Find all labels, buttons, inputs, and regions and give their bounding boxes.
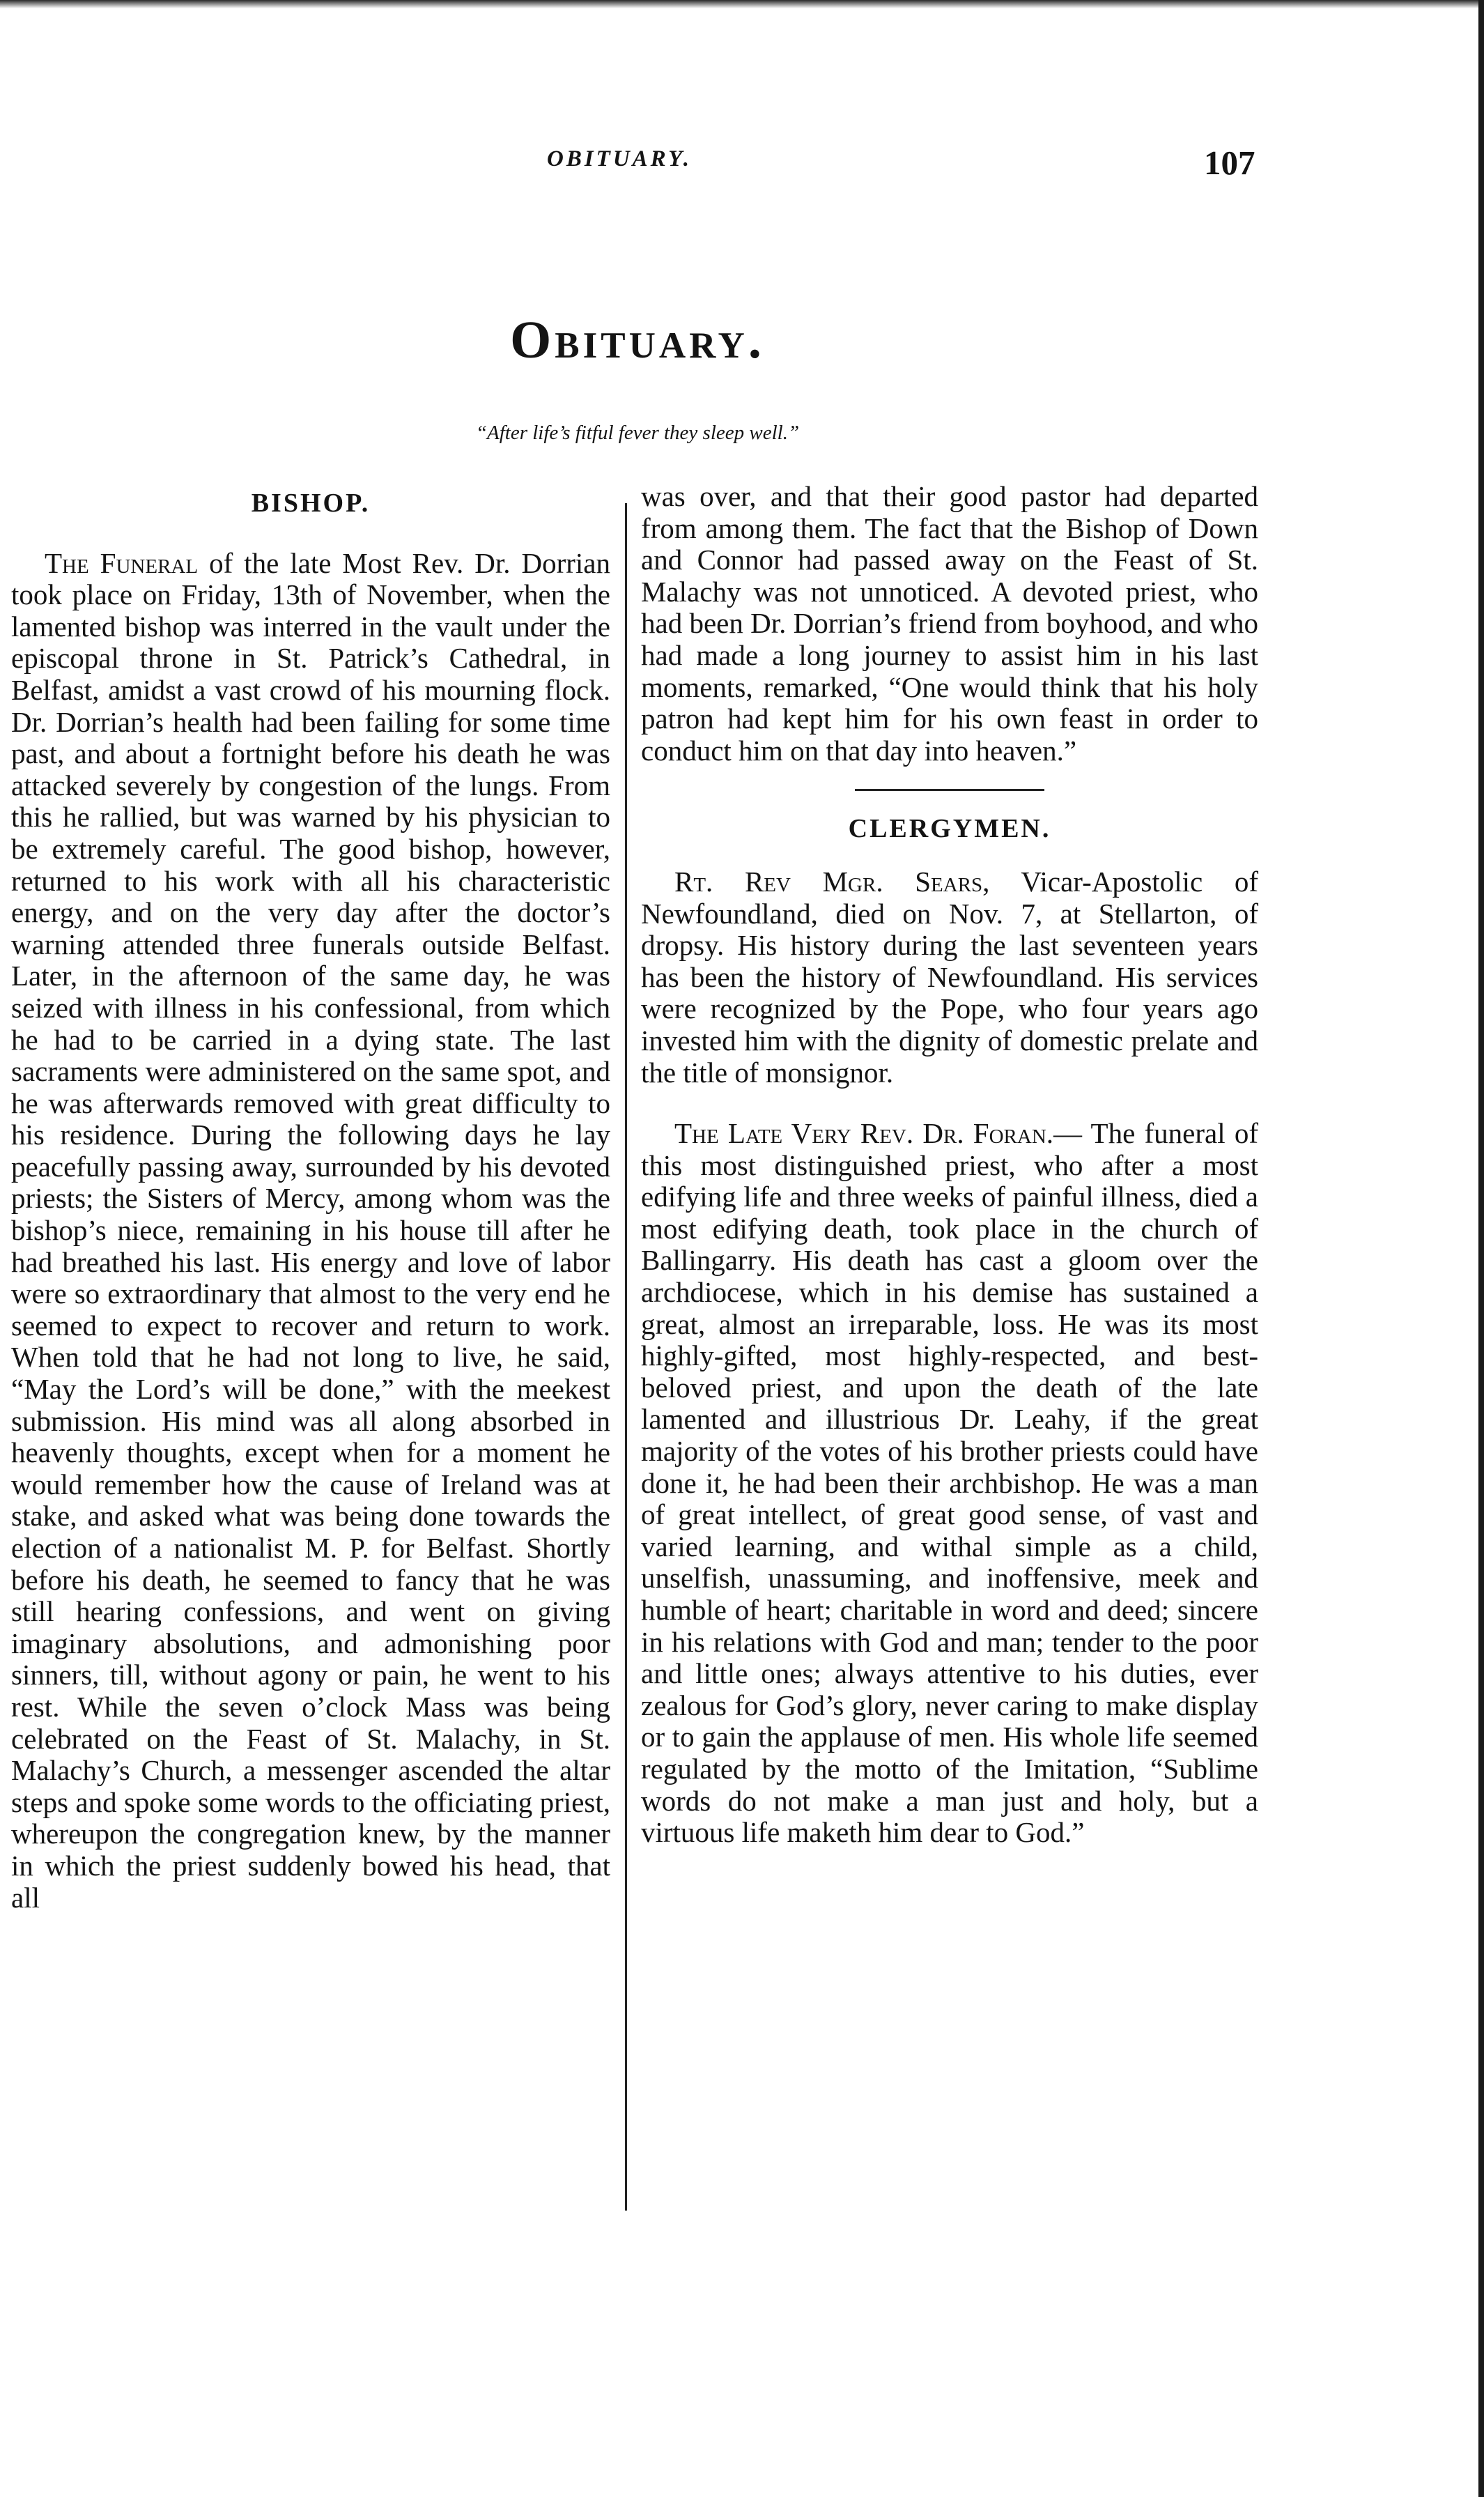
right-column (641, 481, 1258, 1849)
sears-paragraph (641, 866, 1258, 1089)
sears-body: Vicar-Apostolic of Newfoundland, died on Nov. 7, at Stellarton, of dropsy. His history during the last seventeen years has been the history of Newfoundland. His services were recognized by the Pope, who four years ago invested him with the dignity of domestic prelate and the title of monsignor. (641, 865, 1258, 1089)
clergymen-heading: CLERGYMEN. (848, 814, 1051, 844)
foran-body: The funeral of this most distinguished priest, who after a most edifying life and three weeks of painful illness, died a most edifying death, took place in the church of Ballingarry. His death has cast a gloom over the archdiocese, which in his demise has sustained a great, almost an irreparable, loss. He was its most highly-gifted, most highly-respected, and best-beloved priest, and upon the death of the late lamented and illustrious Dr. Leahy, if the great majority of the votes of his brother priests could have done it, he had been their archbishop. He was a man of great intellect, of great good sense, of vast and varied learning, and withal simple as a child, unselfish, unassuming, and inoffensive, meek and humble of heart; charitable in word and deed; sincere in his relations with God and man; tender to the poor and little ones; always attentive to his duties, ever zealous for God’s glory, never caring to make display or to gain the applause of men. His whole life seemed regulated by the motto of the Imitation, “Sublime words do not make a man just and holy, but a virtuous life maketh him dear to God.” (641, 1117, 1258, 1849)
page-title: Obituary. (510, 311, 765, 369)
section-rule (855, 789, 1044, 791)
foran-paragraph (641, 1118, 1258, 1849)
foran-lead: The Late Very Rev. Dr. Foran.— (674, 1117, 1083, 1150)
page-number: 107 (1204, 144, 1255, 182)
sears-lead: Rt. Rev Mgr. Sears, (674, 865, 990, 898)
bishop-body: of the late Most Rev. Dr. Dorrian took place on Friday, 13th of November, when the lamented bishop was interred in the vault under the episcopal throne in St. Patrick’s Cathedral, in Belfast, amidst a vast crowd of his mourning flock. Dr. Dorrian’s health had been failing for some time past, and about a fortnight before his death he was attacked severely by congestion of the lungs. From this he rallied, but was warned by his physician to be extremely careful. The good bishop, however, returned to his work with all his characteristic energy, and on the very day after the doctor’s warning attended three funerals outside Belfast. Later, in the afternoon of the same day, he was seized with illness in his confessional, from which he had to be carried in a dying state. The last sacraments were administered on the same spot, and he was afterwards removed with great difficulty to his residence. During the following days he lay peacefully passing away, surrounded by his devoted priests; the Sisters of Mercy, among whom was the bishop’s niece, remaining in his house till after he had breathed his last. His energy and love of labor were so extraordinary that almost to the very end he seemed to expect to recover and return to work. When told that he had not long to live, he said, “May the Lord’s will be done,” with the meekest submission. His mind was all along absorbed in heavenly thoughts, except when for a moment he would remember how the cause of Ireland was at stake, and asked what was being done towards the election of a nationalist M. P. for Belfast. Shortly before his death, he seemed to fancy that he was still hearing confessions, and went on giving imaginary absolutions, and admonishing poor sinners, till, without agony or pain, he went to his rest. While the seven o’clock Mass was being celebrated on the Feast of St. Malachy, in St. Malachy’s Church, a messenger ascended the altar steps and spoke some words to the officiating priest, whereupon the congregation knew, by the manner in which the priest suddenly bowed his head, that all (11, 546, 611, 1914)
bishop-lead: The Funeral (45, 546, 199, 579)
left-column (11, 481, 610, 1914)
bishop-paragraph (11, 548, 610, 1914)
epigraph: “After life’s fitful fever they sleep well.” (475, 422, 800, 444)
bishop-continuation: was over, and that their good pastor had departed from among them. The fact that the Bishop of Down and Connor had passed away on the Feast of St. Malachy was not unnoticed. A devoted priest, who had been Dr. Dorrian’s friend from boyhood, and who had made a long journey to assist him in his last moments, remarked, “One would think that his holy patron had kept him for his own feast in order to conduct him on that day into heaven.” (641, 480, 1258, 767)
column-divider (625, 503, 627, 2211)
running-title: OBITUARY. (547, 146, 693, 171)
bishop-heading: BISHOP. (251, 489, 371, 518)
